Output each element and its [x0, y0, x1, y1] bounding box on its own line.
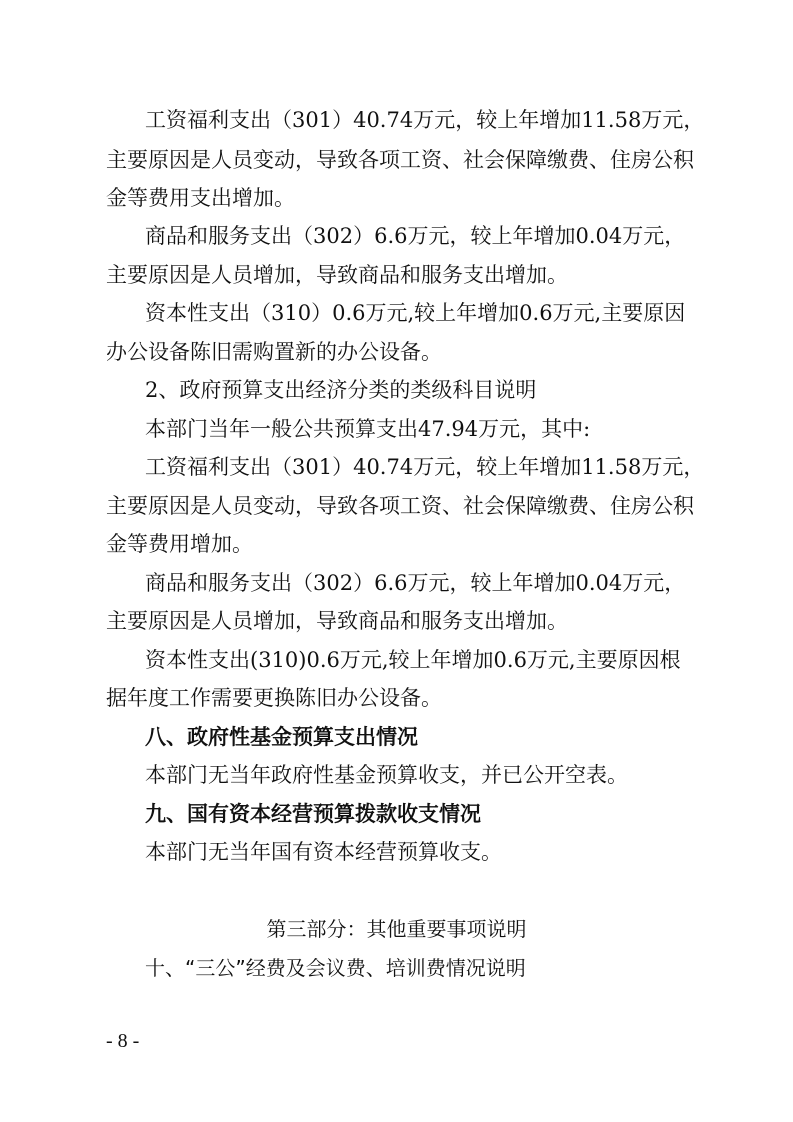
paragraph-line: 金等费用支出增加。: [106, 186, 295, 210]
paragraph-line: 本部门当年一般公共预算支出47.94万元，其中:: [145, 417, 591, 441]
part-title: 第三部分：其他重要事项说明: [266, 917, 527, 941]
paragraph-line: 主要原因是人员增加，导致商品和服务支出增加。: [106, 609, 568, 633]
paragraph-line: 据年度工作需要更换陈旧办公设备。: [106, 686, 442, 710]
subsection-heading: 2、政府预算支出经济分类的类级科目说明: [145, 378, 537, 402]
section-heading-10: 十、“三公”经费及会议费、培训费情况说明: [145, 956, 526, 980]
paragraph-line: 商品和服务支出（302）6.6万元，较上年增加0.04万元，: [145, 571, 686, 595]
paragraph-line: 主要原因是人员变动，导致各项工资、社会保障缴费、住房公积: [106, 494, 694, 518]
section-heading-9: 九、国有资本经营预算拨款收支情况: [145, 802, 481, 826]
paragraph-line: 主要原因是人员增加，导致商品和服务支出增加。: [106, 263, 568, 287]
paragraph-line: 工资福利支出（301）40.74万元，较上年增加11.58万元，: [145, 455, 705, 479]
paragraph-line: 资本性支出(310)0.6万元,较上年增加0.6万元,主要原因根: [145, 648, 681, 672]
paragraph-line: 本部门无当年政府性基金预算收支，并已公开空表。: [145, 763, 628, 787]
paragraph-line: 商品和服务支出（302）6.6万元，较上年增加0.04万元，: [145, 224, 686, 248]
section-heading-8: 八、政府性基金预算支出情况: [145, 725, 418, 749]
page-number: - 8 -: [106, 1030, 140, 1052]
paragraph-line: 主要原因是人员变动，导致各项工资、社会保障缴费、住房公积: [106, 148, 694, 172]
paragraph-line: 工资福利支出（301）40.74万元，较上年增加11.58万元，: [145, 108, 705, 132]
paragraph-line: 金等费用增加。: [106, 532, 253, 556]
paragraph-line: 资本性支出（310）0.6万元,较上年增加0.6万元,主要原因: [145, 301, 686, 325]
paragraph-line: 本部门无当年国有资本经营预算收支。: [145, 840, 502, 864]
paragraph-line: 办公设备陈旧需购置新的办公设备。: [106, 340, 442, 364]
